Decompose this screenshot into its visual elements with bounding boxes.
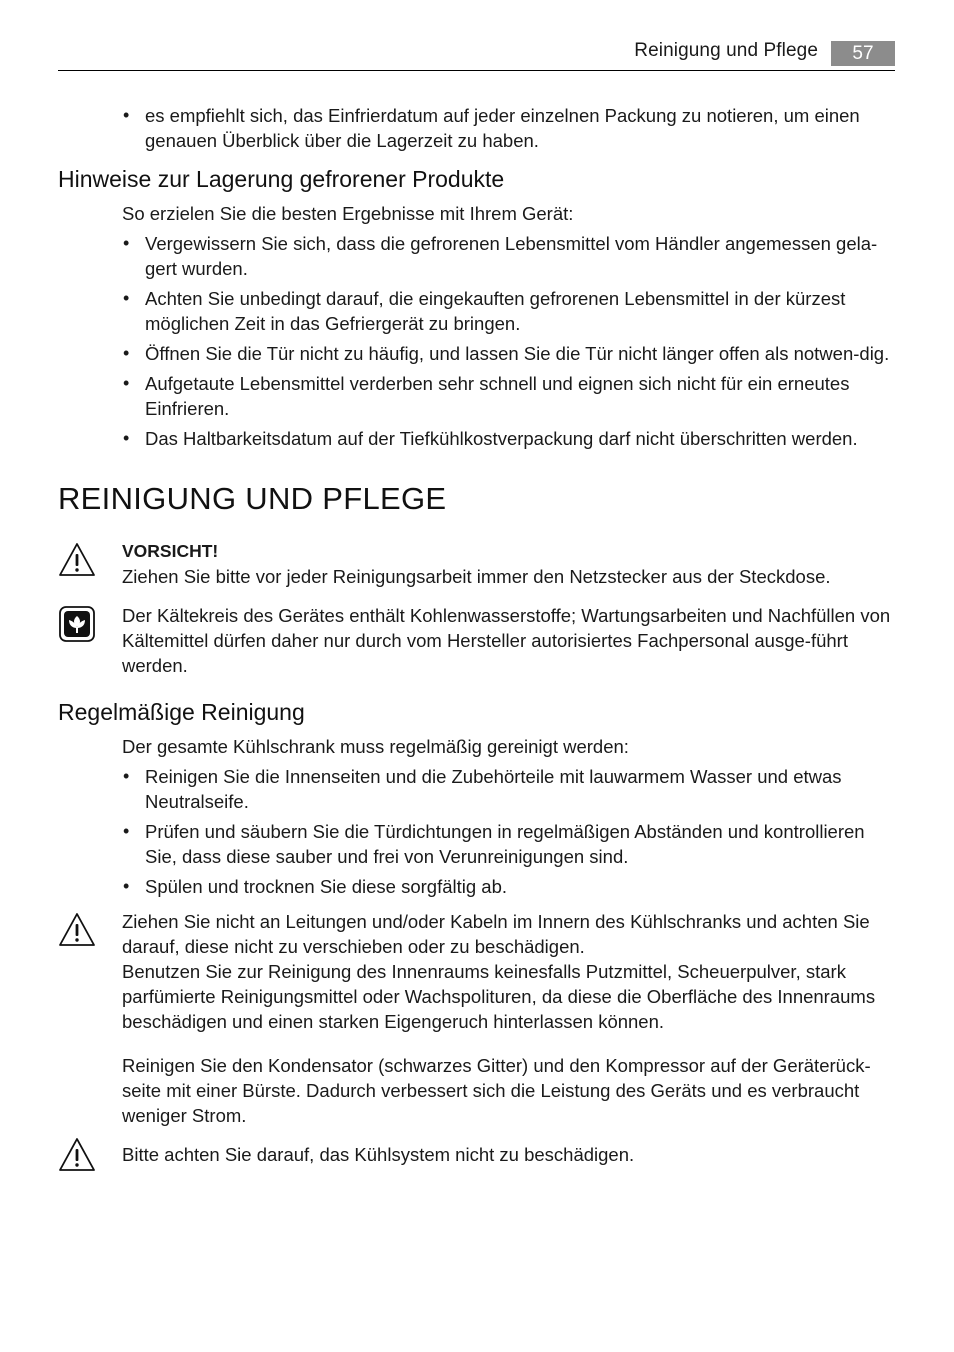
list-item: • Spülen und trocknen Sie diese sorgfältig ab. <box>123 876 508 897</box>
bullet-icon: • <box>123 233 130 253</box>
list-item: • Reinigen Sie die Innenseiten und die Zubehörteile mit lauwarmem Wasser und etwas Neutralseife. <box>123 766 842 812</box>
warning-triangle-icon <box>58 911 96 949</box>
header-rule <box>58 70 895 71</box>
storage-heading: Hinweise zur Lagerung gefrorener Produkte <box>58 166 505 192</box>
bullet-icon: • <box>123 373 130 393</box>
storage-bullet-list <box>58 231 898 451</box>
environment-flower-icon <box>58 605 96 643</box>
condenser-text: Reinigen Sie den Kondensator (schwarzes Gitter) und den Kompressor auf der Geräterück-seite mit einer Bürste. Dadurch verbessert sich die Leistung des Geräts und es verbraucht weniger Strom. <box>122 1055 871 1126</box>
regular-lead: Der gesamte Kühlschrank muss regelmäßig gereinigt werden: <box>122 736 629 757</box>
warning-text-1: Ziehen Sie nicht an Leitungen und/oder Kabeln im Innern des Kühlschranks und achten Sie darauf, diese nicht zu verschieben oder zu beschädigen. <box>122 911 870 957</box>
list-item: • Vergewissern Sie sich, dass die gefrorenen Lebensmittel vom Händler angemessen gela-gert wurden. <box>123 233 878 279</box>
warning-note-2 <box>58 1142 898 1167</box>
header-section-title: Reinigung und Pflege <box>634 40 818 61</box>
bullet-icon: • <box>123 343 130 363</box>
warning-note <box>58 909 898 1128</box>
bullet-icon: • <box>123 821 130 841</box>
bullet-icon: • <box>123 428 130 448</box>
bullet-icon: • <box>123 766 130 786</box>
list-item: • Achten Sie unbedingt darauf, die eingekauften gefrorenen Lebensmittel in der kürzest möglichen Zeit in das Gefriergerät zu bringen. <box>123 288 846 334</box>
caution-label: VORSICHT! <box>122 541 219 561</box>
storage-lead: So erzielen Sie die besten Ergebnisse mit Ihrem Gerät: <box>122 203 574 224</box>
intro-bullet-list <box>58 103 898 153</box>
section-title: REINIGUNG UND PFLEGE <box>58 481 447 516</box>
caution-text: Ziehen Sie bitte vor jeder Reinigungsarbeit immer den Netzstecker aus der Steckdose. <box>122 566 831 587</box>
page-content <box>58 103 898 1175</box>
caution-note <box>58 539 898 589</box>
bullet-icon: • <box>123 876 130 896</box>
list-item: • Öffnen Sie die Tür nicht zu häufig, und lassen Sie die Tür nicht länger offen als notwen-dig. <box>123 343 890 364</box>
page-number: 57 <box>831 41 895 66</box>
regular-bullet-list <box>58 764 898 899</box>
warning-triangle-icon <box>58 1136 96 1174</box>
bullet-icon: • <box>123 105 130 125</box>
bullet-icon: • <box>123 288 130 308</box>
regular-cleaning-heading: Regelmäßige Reinigung <box>58 699 305 725</box>
environment-text: Der Kältekreis des Gerätes enthält Kohlenwasserstoffe; Wartungsarbeiten und Nachfüllen von Kältemittel dürfen daher nur durch vom Hersteller autorisiertes Fachpersonal ausge-führt werden. <box>122 605 891 676</box>
warning-text-2: Benutzen Sie zur Reinigung des Innenraums keinesfalls Putzmittel, Scheuerpulver, stark parfümierte Reinigungsmittel oder Wachspolituren, da diese die Oberfläche des Innenraums beschädigen und einen starken Eigengeruch hinterlassen können. <box>122 961 876 1032</box>
warning-triangle-icon <box>58 541 96 579</box>
list-item: • es empfiehlt sich, das Einfrierdatum auf jeder einzelnen Packung zu notieren, um einen genauen Überblick über die Lagerzeit zu haben. <box>123 105 860 151</box>
list-item: • Prüfen und säubern Sie die Türdichtungen in regelmäßigen Abständen und kontrollieren Sie, dass diese sauber und frei von Verunreinigungen sind. <box>123 821 865 867</box>
warning-text-3: Bitte achten Sie darauf, das Kühlsystem nicht zu beschädigen. <box>122 1144 635 1165</box>
environment-note <box>58 603 898 678</box>
list-item: • Das Haltbarkeitsdatum auf der Tiefkühlkostverpackung darf nicht überschritten werden. <box>123 428 858 449</box>
list-item: • Aufgetaute Lebensmittel verderben sehr schnell und eignen sich nicht für ein erneutes Einfrieren. <box>123 373 850 419</box>
